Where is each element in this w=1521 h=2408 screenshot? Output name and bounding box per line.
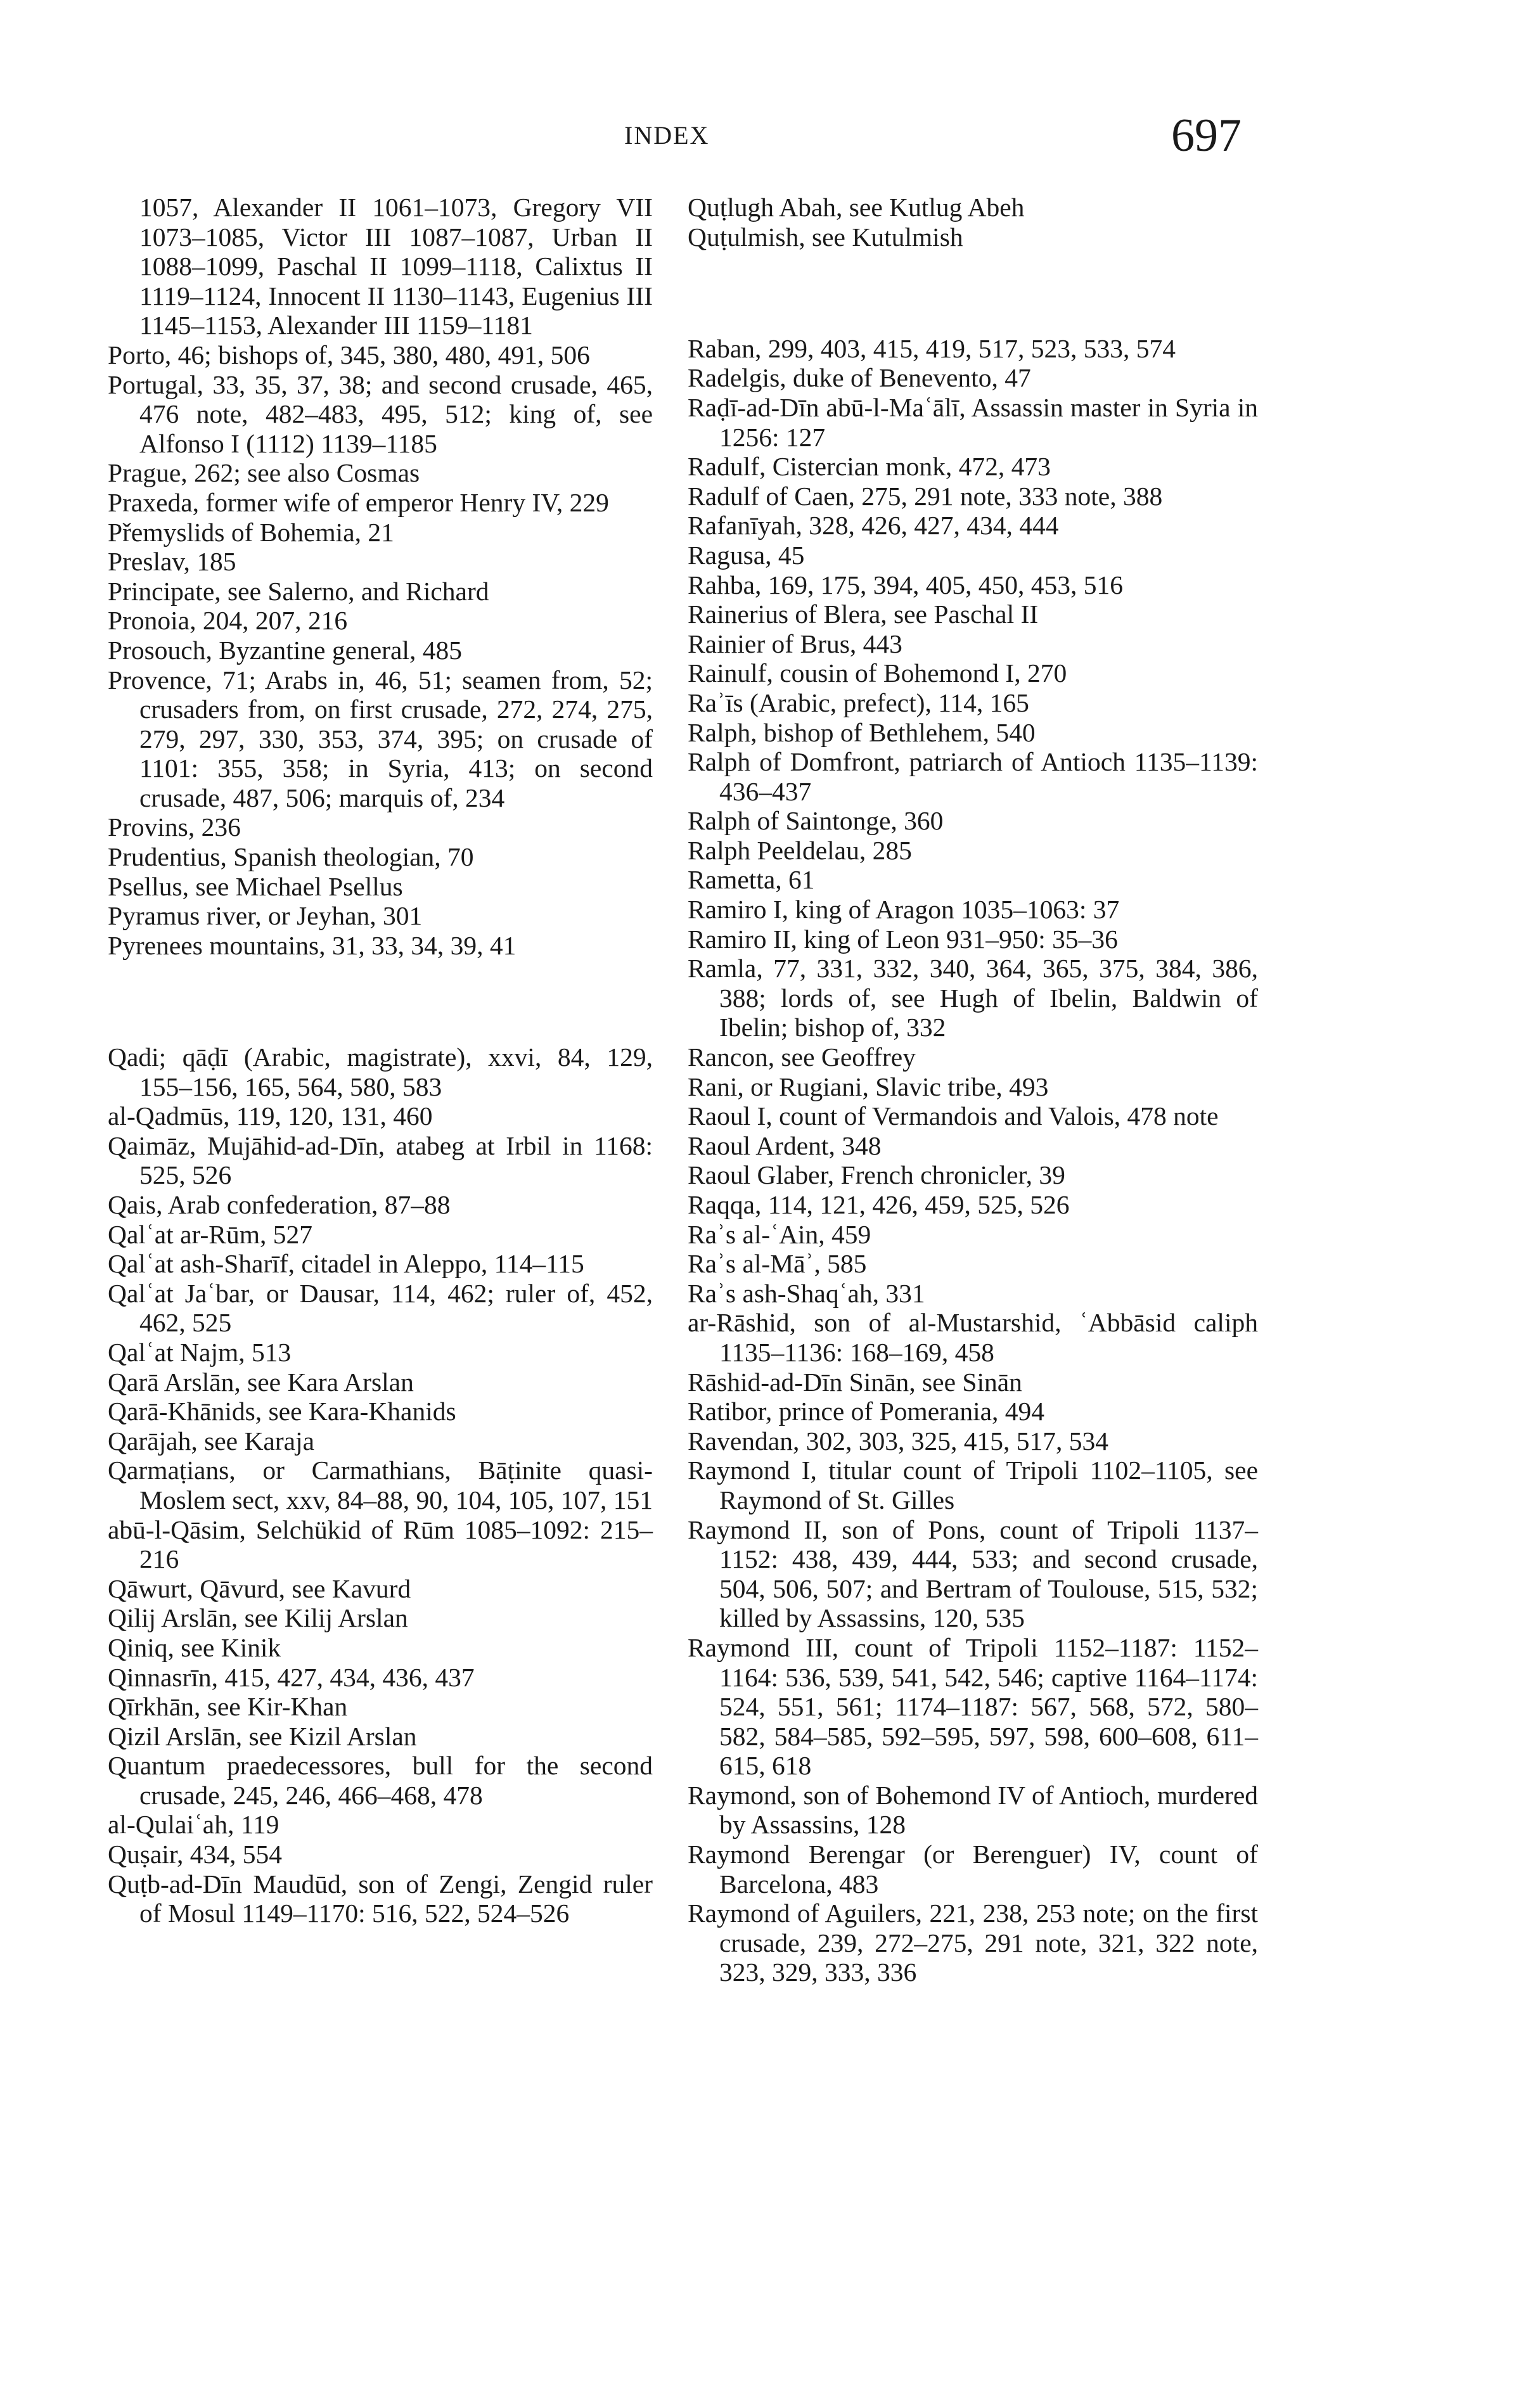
index-entry: Radulf of Caen, 275, 291 note, 333 note, 388: [688, 481, 1163, 511]
index-entry: Quantum praedecessores, bull for the second crusade, 245, 246, 466–468, 478: [108, 1751, 653, 1810]
index-entry: Principate, see Salerno, and Richard: [108, 576, 489, 606]
index-entry: Qiniq, see Kinik: [108, 1632, 281, 1662]
index-entry: Rafanīyah, 328, 426, 427, 434, 444: [688, 511, 1059, 541]
index-entry: Raʾs al-Māʾ, 585: [688, 1249, 867, 1279]
index-entry: Raymond Berengar (or Berenguer) IV, count of Barcelona, 483: [688, 1840, 1258, 1899]
index-entry: Qalʿat ar-Rūm, 527: [108, 1219, 313, 1249]
index-entry: Ramla, 77, 331, 332, 340, 364, 365, 375, 384, 386, 388; lords of, see Hugh of Ibelin, Baldwin of Ibelin; bishop of, 332: [688, 954, 1258, 1042]
index-entry: Ramiro I, king of Aragon 1035–1063: 37: [688, 895, 1120, 925]
letter-section-gap: [688, 278, 1258, 308]
index-entry: Praxeda, former wife of emperor Henry IV, 229: [108, 487, 609, 517]
index-entry: Raʾs al-ʿAin, 459: [688, 1219, 871, 1249]
index-entry: Qarājah, see Karaja: [108, 1426, 315, 1456]
index-entry: Quṣair, 434, 554: [108, 1840, 282, 1869]
index-column-right: [688, 193, 1258, 1987]
letter-section-gap: [108, 987, 653, 1016]
index-entry: Raoul Glaber, French chronicler, 39: [688, 1160, 1065, 1190]
index-entry: Raymond, son of Bohemond IV of Antioch, murdered by Assassins, 128: [688, 1780, 1258, 1840]
index-entry: Prudentius, Spanish theologian, 70: [108, 842, 474, 872]
index-entry: Provence, 71; Arabs in, 46, 51; seamen from, 52; crusaders from, on first crusade, 272, 274, 275, 279, 297, 330, 353, 374, 395; on crusade of 1101: 355, 358; in Syria, 413; on second crusade, 487, 506; marquis of, 234: [108, 665, 653, 812]
index-entry: Qīrkhān, see Kir-Khan: [108, 1692, 348, 1722]
page-header: [0, 0, 1521, 190]
index-entry: Rainier of Brus, 443: [688, 629, 902, 658]
index-entry-continuation: 1057, Alexander II 1061–1073, Gregory VII 1073–1085, Victor III 1087–1087, Urban II 1088–1099, Paschal II 1099–1118, Calixtus II 1119–1124, Innocent II 1130–1143, Eugenius III 1145–1153, Alexander III 1159–1181: [139, 193, 653, 340]
index-entry: Raymond I, titular count of Tripoli 1102–1105, see Raymond of St. Gilles: [688, 1456, 1258, 1515]
index-entry: Prague, 262; see also Cosmas: [108, 458, 420, 488]
index-entry: Qalʿat ash-Sharīf, citadel in Aleppo, 114–115: [108, 1249, 584, 1279]
index-entry: Raban, 299, 403, 415, 419, 517, 523, 533, 574: [688, 333, 1176, 363]
index-entry: Raʾs ash-Shaqʿah, 331: [688, 1278, 925, 1308]
index-entry: Quṭb-ad-Dīn Maudūd, son of Zengi, Zengid ruler of Mosul 1149–1170: 516, 522, 524–526: [108, 1869, 653, 1928]
page-number: 697: [1171, 110, 1242, 162]
index-entry: ar-Rāshid, son of al-Mustarshid, ʿAbbāsid caliph 1135–1136: 168–169, 458: [688, 1308, 1258, 1367]
index-column-left: [108, 193, 653, 1928]
index-entry: Raqqa, 114, 121, 426, 459, 525, 526: [688, 1190, 1070, 1219]
index-entry: Ragusa, 45: [688, 540, 805, 570]
index-entry: al-Qulaiʿah, 119: [108, 1810, 279, 1840]
index-entry: Ralph of Saintonge, 360: [688, 806, 944, 836]
index-entry: Ratibor, prince of Pomerania, 494: [688, 1397, 1045, 1426]
index-entry: Rani, or Rugiani, Slavic tribe, 493: [688, 1072, 1049, 1101]
index-entry: Portugal, 33, 35, 37, 38; and second crusade, 465, 476 note, 482–483, 495, 512; king of, see Alfonso I (1112) 1139–1185: [108, 369, 653, 458]
index-entry: Raymond II, son of Pons, count of Tripoli 1137–1152: 438, 439, 444, 533; and second crusade, 504, 506, 507; and Bertram of Toulouse, 515, 532; killed by Assassins, 120, 535: [688, 1515, 1258, 1633]
index-entry: Qilij Arslān, see Kilij Arslan: [108, 1603, 408, 1633]
index-entry: Radulf, Cistercian monk, 472, 473: [688, 452, 1051, 482]
index-entry: Pronoia, 204, 207, 216: [108, 606, 348, 636]
index-entry: Qarā Arslān, see Kara Arslan: [108, 1367, 414, 1397]
index-entry: Qalʿat Jaʿbar, or Dausar, 114, 462; ruler of, 452, 462, 525: [108, 1278, 653, 1338]
index-entry: Raʾīs (Arabic, prefect), 114, 165: [688, 688, 1029, 717]
index-entry: Raymond of Aguilers, 221, 238, 253 note; on the first crusade, 239, 272–275, 291 note, 321, 322 note, 323, 329, 333, 336: [688, 1899, 1258, 1987]
index-entry: Pyrenees mountains, 31, 33, 34, 39, 41: [108, 930, 517, 960]
index-entry: Prosouch, Byzantine general, 485: [108, 635, 462, 665]
index-entry: Ramiro II, king of Leon 931–950: 35–36: [688, 924, 1118, 954]
index-entry: Rainulf, cousin of Bohemond I, 270: [688, 658, 1067, 688]
index-entry: Raḍī-ad-Dīn abū-l-Maʿālī, Assassin master in Syria in 1256: 127: [688, 392, 1258, 452]
index-entry: Ralph Peeldelau, 285: [688, 835, 912, 865]
index-entry: Raoul I, count of Vermandois and Valois, 478 note: [688, 1101, 1219, 1131]
index-entry: Rancon, see Geoffrey: [688, 1042, 916, 1072]
index-entry: Qalʿat Najm, 513: [108, 1337, 292, 1367]
index-entry: Raymond III, count of Tripoli 1152–1187: 1152–1164: 536, 539, 541, 542, 546; captive 1164–1174: 524, 551, 561; 1174–1187: 567, 568, 572, 580–582, 584–585, 592–595, 597, 598, 600–608, 611–615, 618: [688, 1632, 1258, 1781]
index-entry: Qarā-Khānids, see Kara-Khanids: [108, 1397, 456, 1426]
index-entry: Raoul Ardent, 348: [688, 1130, 882, 1160]
index-entry: Pyramus river, or Jeyhan, 301: [108, 901, 423, 931]
index-entry: abū-l-Qāsim, Selchükid of Rūm 1085–1092: 215–216: [108, 1515, 653, 1574]
index-entry: Qizil Arslān, see Kizil Arslan: [108, 1721, 417, 1751]
index-entry: Ralph of Domfront, patriarch of Antioch 1135–1139: 436–437: [688, 747, 1258, 806]
index-entry: Radelgis, duke of Benevento, 47: [688, 363, 1031, 393]
index-entry: Porto, 46; bishops of, 345, 380, 480, 491, 506: [108, 340, 590, 369]
index-entry: Qāwurt, Qāvurd, see Kavurd: [108, 1573, 411, 1603]
index-entry: Provins, 236: [108, 812, 241, 842]
index-entry: Qais, Arab confederation, 87–88: [108, 1190, 451, 1219]
index-entry: Qinnasrīn, 415, 427, 434, 436, 437: [108, 1662, 475, 1692]
index-entry: Ravendan, 302, 303, 325, 415, 517, 534: [688, 1426, 1108, 1456]
index-entry: Quṭlugh Abah, see Kutlug Abeh: [688, 193, 1025, 222]
index-entry: al-Qadmūs, 119, 120, 131, 460: [108, 1101, 433, 1131]
index-entry: Přemyslids of Bohemia, 21: [108, 517, 394, 547]
index-entry: Rahba, 169, 175, 394, 405, 450, 453, 516: [688, 570, 1124, 599]
index-entry: Rainerius of Blera, see Paschal II: [688, 599, 1039, 629]
index-entry: Rametta, 61: [688, 865, 815, 895]
index-entry: Rāshid-ad-Dīn Sinān, see Sinān: [688, 1367, 1022, 1397]
index-entry: Qadi; qāḍī (Arabic, magistrate), xxvi, 84, 129, 155–156, 165, 564, 580, 583: [108, 1042, 653, 1101]
index-entry: Ralph, bishop of Bethlehem, 540: [688, 717, 1036, 747]
index-entry: Qarmaṭians, or Carmathians, Bāṭinite quasi-Moslem sect, xxv, 84–88, 90, 104, 105, 107, 151: [108, 1456, 653, 1515]
index-entry: Quṭulmish, see Kutulmish: [688, 222, 963, 252]
index-entry: Qaimāz, Mujāhid-ad-Dīn, atabeg at Irbil in 1168: 525, 526: [108, 1130, 653, 1190]
running-title: INDEX: [624, 121, 710, 150]
index-entry: Preslav, 185: [108, 547, 236, 577]
index-entry: Psellus, see Michael Psellus: [108, 871, 403, 901]
